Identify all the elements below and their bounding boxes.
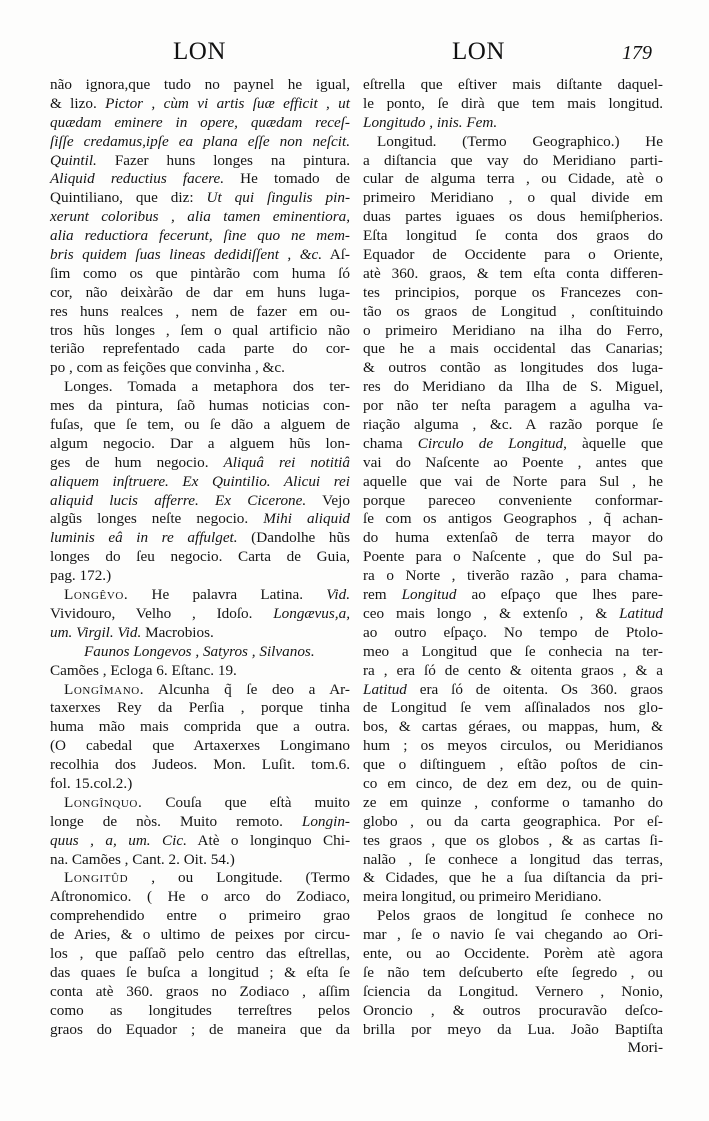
text-line bbox=[50, 189, 350, 208]
roman-text: longes do ſeu negocio. Carta de Guia, bbox=[50, 548, 350, 566]
roman-text: hum ; os meyos circulos, ou Meridianos bbox=[363, 737, 663, 755]
roman-text: terião reprefentado cada parte do cor- bbox=[50, 340, 350, 358]
text-line bbox=[363, 681, 663, 700]
latin-italic-text: Faunos Longevos , Satyros , Silvanos. bbox=[84, 642, 315, 660]
roman-text: Longitud. (Termo Geographico.) He bbox=[377, 132, 663, 150]
roman-text: , àquelle que bbox=[563, 434, 663, 452]
latin-italic-text: Ut qui ſingulis pin- bbox=[206, 189, 350, 207]
text-line bbox=[363, 114, 663, 133]
roman-text: algũs longes neſte negocio. bbox=[50, 510, 264, 528]
text-line bbox=[363, 378, 663, 397]
text-line bbox=[363, 340, 663, 359]
text-line bbox=[363, 265, 663, 284]
text-line bbox=[363, 189, 663, 208]
text-line bbox=[363, 756, 663, 775]
text-line bbox=[50, 378, 350, 397]
text-line bbox=[50, 1002, 350, 1021]
roman-text: cular de alguma terra , ou Cidade, atè o bbox=[363, 170, 663, 188]
latin-italic-text: Latitud bbox=[363, 680, 407, 698]
roman-text: Pelos graos de longitud ſe conhece no bbox=[377, 907, 663, 925]
roman-text: los , que paſſaõ pelo centro das eſtrellas, bbox=[50, 944, 350, 962]
text-line bbox=[363, 359, 663, 378]
text-line bbox=[363, 794, 663, 813]
roman-text: ceo mais longo , & extenſo , & bbox=[363, 604, 620, 622]
text-line bbox=[50, 945, 350, 964]
text-line bbox=[363, 397, 663, 416]
text-line bbox=[50, 605, 350, 624]
text-line bbox=[363, 643, 663, 662]
text-line bbox=[50, 869, 350, 888]
text-line bbox=[50, 794, 350, 813]
roman-text: vai do Naſcente ao Poente , antes que bbox=[363, 453, 663, 471]
roman-text: ges de hum negocio. bbox=[50, 453, 224, 471]
text-line bbox=[363, 605, 663, 624]
latin-italic-text: aliquem inſtruere. Ex Quintilio. Alicui rei bbox=[50, 472, 350, 490]
text-line bbox=[363, 435, 663, 454]
roman-text: atè 360. graos, & tem eſta conta differen- bbox=[363, 264, 663, 282]
roman-text: meo a Longitud que ſe conhecia na ter- bbox=[363, 642, 663, 660]
roman-text: globo , ou da carta geographica. Por eſ- bbox=[363, 812, 663, 830]
roman-text: por não ter neſta paragem a agulha va- bbox=[363, 397, 663, 415]
text-line bbox=[50, 851, 350, 870]
text-line bbox=[50, 643, 350, 662]
roman-text: chama bbox=[363, 434, 418, 452]
page-number: 179 bbox=[622, 42, 652, 64]
text-line bbox=[363, 284, 663, 303]
roman-text: le ponto, ſe dirà que tem mais longitud. bbox=[363, 94, 663, 112]
text-line bbox=[363, 1002, 663, 1021]
text-line bbox=[50, 454, 350, 473]
text-line bbox=[363, 662, 663, 681]
roman-text: que he a mais occidental das Canarias; bbox=[363, 340, 663, 358]
latin-italic-text: bris quidem ſuas lineas dedidiſſent , &c. bbox=[50, 246, 323, 264]
text-line bbox=[50, 907, 350, 926]
roman-text: , ou Longitude. (Termo bbox=[128, 869, 350, 887]
roman-text: rem bbox=[363, 586, 402, 604]
roman-text: He tomado de bbox=[224, 170, 350, 188]
roman-text: Poente para o Naſcente , que do Sul pa- bbox=[363, 548, 663, 566]
roman-text: Aſtronomico. ( He o arco do Zodiaco, bbox=[50, 888, 350, 906]
roman-text: Alcunha q̃ ſe deo a Ar- bbox=[144, 680, 350, 698]
roman-text: cor, não deixàrão de dar em huns luga- bbox=[50, 283, 350, 301]
text-line bbox=[50, 397, 350, 416]
text-line bbox=[363, 529, 663, 548]
text-line bbox=[50, 265, 350, 284]
roman-text: ſciencia da Longitud. Vernero , Nonio, bbox=[363, 982, 663, 1000]
roman-text: Fazer huns longes na pintura. bbox=[96, 151, 350, 169]
text-line bbox=[50, 888, 350, 907]
roman-text: Equador de Occidente para o Oriente, bbox=[363, 246, 663, 264]
latin-italic-text: Longitudo , inis. Fem. bbox=[363, 113, 498, 131]
roman-text: meira longitud, ou primeiro Meridiano. bbox=[363, 888, 602, 906]
text-line bbox=[363, 227, 663, 246]
text-line bbox=[50, 813, 350, 832]
latin-italic-text: Longin- bbox=[301, 812, 350, 830]
roman-text: tão os graos de Longitud , conſtituindo bbox=[363, 302, 663, 320]
text-line bbox=[50, 1021, 350, 1040]
text-line bbox=[363, 1039, 663, 1058]
left-column bbox=[50, 76, 350, 1039]
roman-text: fol. 15.col.2.) bbox=[50, 774, 133, 792]
text-line bbox=[50, 152, 350, 171]
roman-text: eſtrella que eſtiver mais diſtante daquel- bbox=[363, 76, 663, 93]
roman-text: co em cinco, de dez em dez, ou de quin- bbox=[363, 774, 663, 792]
latin-italic-text: Vid. bbox=[326, 586, 350, 604]
roman-text: do huma extenſaõ de terra mayor do bbox=[363, 529, 663, 547]
latin-italic-text: xerunt coloribus , alia tamen eminentiora, bbox=[50, 208, 350, 226]
roman-text: recolhia dos Judeos. Mon. Luſit. tom.6. bbox=[50, 756, 350, 774]
text-line bbox=[50, 510, 350, 529]
roman-text: He palavra Latina. bbox=[128, 586, 327, 604]
latin-italic-text: Aliquid reductius facere. bbox=[50, 170, 225, 188]
text-line bbox=[363, 718, 663, 737]
roman-text: ſim como os que pintàrão com huma ſó bbox=[50, 264, 350, 282]
roman-text: Atè o longinquo Chi- bbox=[186, 831, 350, 849]
roman-text: aquelle que vai de Norte para Sul , he bbox=[363, 472, 663, 490]
roman-text: duas partes iguaes os dous hemiſpherios. bbox=[363, 208, 663, 226]
roman-text: ao outro eſpaço. No tempo de Ptolo- bbox=[363, 623, 663, 641]
roman-text: não ignora,que tudo no paynel he igual, bbox=[50, 76, 350, 93]
text-line bbox=[50, 114, 350, 133]
roman-text: Longes. Tomada a metaphora dos ter- bbox=[64, 378, 350, 396]
text-line bbox=[363, 983, 663, 1002]
entry-headword: Longînquo. bbox=[64, 793, 143, 811]
roman-text: Vejo bbox=[306, 491, 350, 509]
roman-text: fuſas, que ſe tem, ou ſe dão a alguem de bbox=[50, 416, 350, 434]
text-line bbox=[50, 681, 350, 700]
roman-text: Camões , Ecloga 6. Eſtanc. 19. bbox=[50, 661, 237, 679]
roman-text: po , com as feições que convinha , &c. bbox=[50, 359, 285, 377]
latin-italic-text: aliquid lucis afferre. Ex Cicerone. bbox=[50, 491, 307, 509]
text-line bbox=[363, 76, 663, 95]
text-line bbox=[50, 435, 350, 454]
roman-text: Mori- bbox=[627, 1039, 663, 1057]
entry-headword: Longitûd bbox=[64, 869, 129, 887]
latin-italic-text: Pictor , cùm vi artis ſuæ efficit , ut bbox=[105, 94, 350, 112]
roman-text: bos, & cartas géraes, ou mappas, hum, & bbox=[363, 718, 663, 736]
roman-text: porque pareceo conveniente conformar- bbox=[363, 491, 663, 509]
roman-text: mar , ſe o navio ſe vai chegando ao Ori- bbox=[363, 926, 663, 944]
roman-text: tros hũs longes , ſem o qual artificio não bbox=[50, 321, 350, 339]
text-line bbox=[363, 888, 663, 907]
latin-italic-text: um. Virgil. Vid. bbox=[50, 623, 142, 641]
text-line bbox=[363, 492, 663, 511]
latin-italic-text: luminis eâ in re affulget. bbox=[50, 529, 238, 547]
roman-text: Macrobios. bbox=[141, 623, 214, 641]
roman-text: de Longitud ſe vem aſſinalados nos glo- bbox=[363, 699, 663, 717]
text-line bbox=[50, 718, 350, 737]
roman-text: Couſa que eſtà muito bbox=[142, 793, 350, 811]
roman-text: & lizo. bbox=[50, 94, 106, 112]
roman-text: de Aries, & o ultimo de peixes por circu- bbox=[50, 926, 350, 944]
text-line bbox=[363, 832, 663, 851]
roman-text: o primeiro Meridiano na ilha do Ferro, bbox=[363, 321, 663, 339]
text-line bbox=[363, 624, 663, 643]
text-line bbox=[50, 246, 350, 265]
roman-text: (O cabedal que Artaxerxes Longimano bbox=[50, 737, 350, 755]
text-line bbox=[50, 624, 350, 643]
text-line bbox=[50, 699, 350, 718]
latin-italic-text: quædam eminere in opere, quædam receſ- bbox=[50, 113, 350, 131]
roman-text: Eſta longitud ſe conta dos graos do bbox=[363, 227, 663, 245]
roman-text: como as longitudes terreſtres pelos bbox=[50, 1001, 350, 1019]
roman-text: ao eſpaço que lhes pare- bbox=[456, 586, 663, 604]
roman-text: & Cidades, que he a ſua diſtancia da pri- bbox=[363, 869, 663, 887]
text-line bbox=[50, 303, 350, 322]
latin-italic-text: Quintil. bbox=[50, 151, 97, 169]
running-head-left: LON bbox=[173, 38, 226, 65]
text-line bbox=[50, 964, 350, 983]
text-line bbox=[50, 284, 350, 303]
roman-text: nalão , ſe conhece a longitud das terras, bbox=[363, 850, 663, 868]
roman-text: era ſó de oitenta. Os 360. graos bbox=[406, 680, 663, 698]
roman-text: huma mão mais comprida que a outra. bbox=[50, 718, 350, 736]
entry-headword: Longêvo. bbox=[64, 586, 129, 604]
text-line bbox=[363, 945, 663, 964]
text-line bbox=[363, 586, 663, 605]
roman-text: ſe não tem deſcuberto eſte ſegredo , ou bbox=[363, 963, 663, 981]
text-line bbox=[363, 152, 663, 171]
text-line bbox=[50, 586, 350, 605]
roman-text: comprehendido entre o primeiro grao bbox=[50, 907, 350, 925]
roman-text: na. Camões , Cant. 2. Oit. 54.) bbox=[50, 850, 235, 868]
roman-text: brilla por meyo da Lua. João Baptiſta bbox=[363, 1020, 663, 1038]
roman-text: tes graos , que os globos , & as cartas ſi- bbox=[363, 831, 663, 849]
entry-headword: Longîmano. bbox=[64, 680, 145, 698]
text-line bbox=[50, 76, 350, 95]
roman-text: ze em quinze , conforme o tamanho do bbox=[363, 793, 663, 811]
running-head-right: LON bbox=[452, 38, 505, 65]
text-line bbox=[363, 851, 663, 870]
roman-text: ente, ou ao Occidente. Porèm atè agora bbox=[363, 944, 663, 962]
text-line bbox=[50, 926, 350, 945]
text-line bbox=[363, 548, 663, 567]
text-line bbox=[363, 926, 663, 945]
text-line bbox=[363, 869, 663, 888]
roman-text: longe de nòs. Muito remoto. bbox=[50, 812, 302, 830]
text-line bbox=[363, 322, 663, 341]
text-line bbox=[363, 907, 663, 926]
text-line bbox=[363, 699, 663, 718]
roman-text: tes principios, porque os Francezes con- bbox=[363, 283, 663, 301]
text-line bbox=[363, 775, 663, 794]
text-line bbox=[363, 95, 663, 114]
text-line bbox=[363, 454, 663, 473]
text-line bbox=[50, 567, 350, 586]
text-line bbox=[363, 964, 663, 983]
latin-italic-text: alia reductiora fecerunt, ſine quo ne mem- bbox=[50, 227, 350, 245]
roman-text: a diſtancia que vay do Meridiano parti- bbox=[363, 151, 663, 169]
roman-text: (Dandolhe hũs bbox=[237, 529, 350, 547]
text-line bbox=[50, 662, 350, 681]
text-line bbox=[50, 548, 350, 567]
text-line bbox=[363, 510, 663, 529]
roman-text: & outros contão as longitudes dos luga- bbox=[363, 359, 663, 377]
text-line bbox=[363, 170, 663, 189]
roman-text: Vividouro, Velho , Idoſo. bbox=[50, 604, 274, 622]
roman-text: Aſ- bbox=[322, 246, 350, 264]
roman-text: ra , era ſó de cento & oitenta graos , & a bbox=[363, 661, 663, 679]
latin-italic-text: Mihi aliquid bbox=[263, 510, 351, 528]
latin-italic-text: Longitud bbox=[401, 586, 457, 604]
text-line bbox=[50, 775, 350, 794]
latin-italic-text: Aliquâ rei notitiâ bbox=[223, 453, 350, 471]
text-line bbox=[50, 492, 350, 511]
text-line bbox=[50, 170, 350, 189]
latin-italic-text: Circulo de Longitud bbox=[417, 434, 564, 452]
text-line bbox=[363, 133, 663, 152]
text-line bbox=[50, 416, 350, 435]
roman-text: res huns realces , nem de fazer em ou- bbox=[50, 302, 350, 320]
roman-text: ſe com os antigos Geographos , q̃ achan- bbox=[363, 510, 663, 528]
latin-italic-text: Latitud bbox=[619, 604, 663, 622]
text-line bbox=[50, 832, 350, 851]
roman-text: das quaes ſe buſca a longitud ; & eſta ſe bbox=[50, 963, 350, 981]
roman-text: que o diſtinguem , eſtão poſtos de cin- bbox=[363, 756, 663, 774]
right-column bbox=[363, 76, 663, 1058]
text-line bbox=[50, 359, 350, 378]
text-line bbox=[50, 227, 350, 246]
text-line bbox=[363, 416, 663, 435]
text-line bbox=[363, 246, 663, 265]
roman-text: res do Meridiano da Ilha de S. Miguel, bbox=[363, 378, 663, 396]
text-line bbox=[363, 1021, 663, 1040]
roman-text: Quintiliano, que diz: bbox=[50, 189, 207, 207]
text-line bbox=[363, 567, 663, 586]
roman-text: conta atè 360. graos no Zodiaco , aſſim bbox=[50, 982, 350, 1000]
text-line bbox=[50, 737, 350, 756]
roman-text: primeiro Meridiano , o qual divide em bbox=[363, 189, 663, 207]
text-line bbox=[50, 340, 350, 359]
latin-italic-text: ſiſſe credamus,ipſe ea plana eſſe non neſcit. bbox=[50, 132, 350, 150]
roman-text: ra o Norte , tiverão razão , para chama- bbox=[363, 567, 663, 585]
text-line bbox=[50, 322, 350, 341]
text-line bbox=[50, 529, 350, 548]
text-line bbox=[50, 208, 350, 227]
text-line bbox=[50, 95, 350, 114]
roman-text: mes da pintura, ſaõ humas noticias con- bbox=[50, 397, 350, 415]
latin-italic-text: Longævus,a, bbox=[273, 604, 350, 622]
text-line bbox=[363, 303, 663, 322]
roman-text: algum negocio. Dar a alguem hũs lon- bbox=[50, 434, 350, 452]
text-line bbox=[363, 813, 663, 832]
roman-text: pag. 172.) bbox=[50, 567, 112, 585]
text-line bbox=[50, 756, 350, 775]
text-line bbox=[50, 473, 350, 492]
roman-text: taxerxes Rey da Perſia , porque tinha bbox=[50, 699, 350, 717]
text-line bbox=[363, 208, 663, 227]
text-line bbox=[50, 983, 350, 1002]
latin-italic-text: quus , a, um. Cic. bbox=[50, 831, 187, 849]
roman-text: graos do Equador ; de maneira que da bbox=[50, 1020, 350, 1038]
roman-text: riação alguma , &c. A razão porque ſe bbox=[363, 416, 663, 434]
text-line bbox=[363, 473, 663, 492]
text-line bbox=[363, 737, 663, 756]
text-line bbox=[50, 133, 350, 152]
roman-text: Oroncio , & outros procuravão deſco- bbox=[363, 1001, 663, 1019]
